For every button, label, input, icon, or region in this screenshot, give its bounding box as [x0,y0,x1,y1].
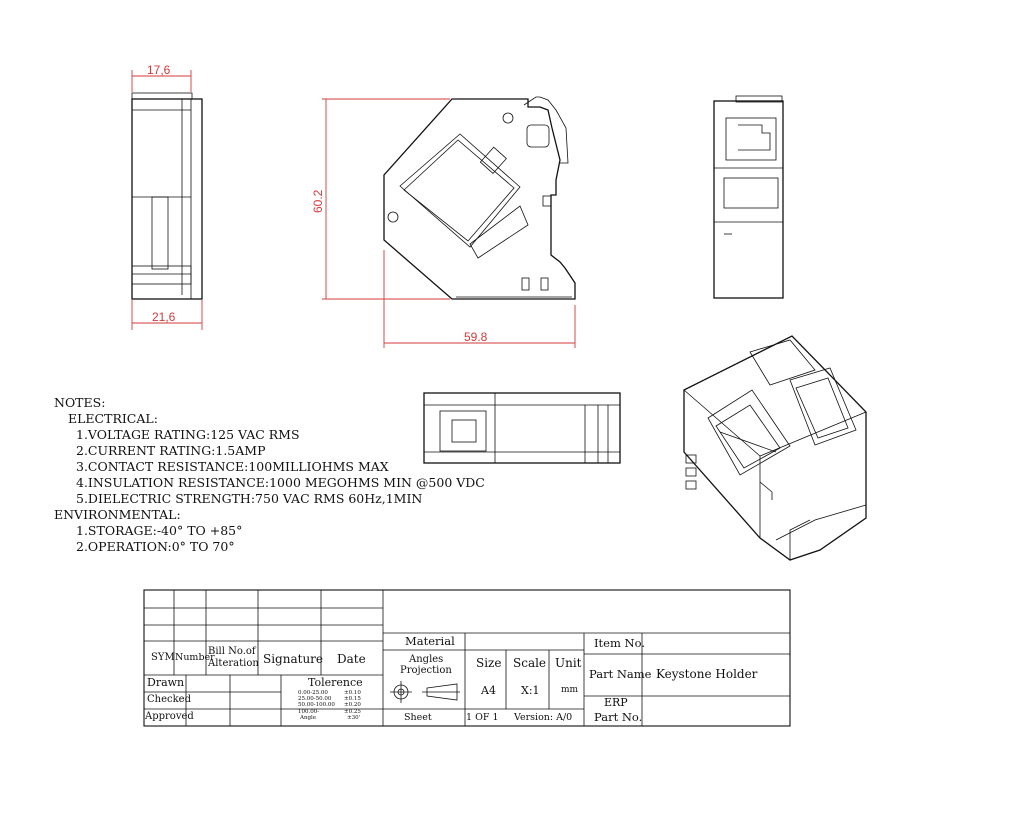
electrical-heading: ELECTRICAL: [68,411,158,426]
tb-tol-range: 100.00- [298,709,320,715]
tb-drawn: Drawn [147,676,185,689]
tb-number: Number [175,652,215,663]
tb-size-value: A4 [481,684,496,697]
environmental-heading: ENVIRONMENTAL: [54,507,181,522]
electrical-note: 3.CONTACT RESISTANCE:100MILLIOHMS MAX [76,459,389,474]
tb-tol-value: ±0.25 [344,709,361,715]
tb-scale-value: X:1 [521,684,540,697]
tb-tol-range: Angle [300,715,317,721]
tb-unit-label: Unit [555,656,582,670]
tb-projection: Projection [400,665,452,676]
tb-sym: SYM [151,652,175,663]
tb-approved: Approved [145,711,194,722]
tb-alteration: Alteration [208,658,259,669]
tb-tolerence: Tolerence [308,676,363,689]
tb-tol-value: ±0.20 [344,702,361,708]
tb-part-no: Part No. [594,710,643,724]
electrical-note: 2.CURRENT RATING:1.5AMP [76,443,266,458]
tb-part-name-value: Keystone Holder [656,667,758,681]
tb-sheet-label: Sheet [404,712,432,723]
tb-signature: Signature [263,652,324,666]
dim-front-width: 59.8 [464,330,488,344]
tb-sheet-value: 1 OF 1 [466,712,499,723]
tb-material: Material [405,634,455,648]
tb-scale-label: Scale [513,656,547,670]
tb-tol-value: ±0.15 [344,696,361,702]
electrical-note: 5.DIELECTRIC STRENGTH:750 VAC RMS 60Hz,1MIN [76,491,423,506]
tb-size-label: Size [476,656,502,670]
electrical-note: 4.INSULATION RESISTANCE:1000 MEGOHMS MIN @500 VDC [76,475,485,490]
projection-symbol [390,681,460,703]
dim-side-bottom: 21,6 [152,310,176,324]
electrical-note: 1.VOLTAGE RATING:125 VAC RMS [76,427,300,442]
tb-date: Date [337,652,366,666]
tb-tol-value: ±0.10 [344,690,361,696]
isometric-view [684,336,866,560]
tb-part-name-label: Part Name [589,667,652,681]
tb-erp: ERP [604,696,628,709]
environmental-note: 1.STORAGE:-40° TO +85° [76,523,243,538]
side-view-right [714,96,783,298]
dim-front-height: 60.2 [311,189,325,213]
environmental-note: 2.OPERATION:0° TO 70° [76,539,235,554]
tb-checked: Checked [147,694,191,705]
notes-block [54,395,485,555]
side-view-left [132,70,202,330]
tb-tol-range: 0.00-25.00 [298,690,328,696]
tb-angles: Angles [409,654,444,665]
tb-item-no: Item No. [594,636,645,650]
tb-bill-no: Bill No.of [208,646,256,657]
dim-side-top: 17,6 [147,63,171,77]
front-view [322,97,575,348]
tb-version: Version: A/0 [514,712,573,723]
tb-tol-range: 50.00-100.00 [298,702,335,708]
tb-unit-value: mm [561,685,579,695]
notes-heading: NOTES: [54,395,106,410]
tb-tol-value: ±30' [347,715,361,721]
tb-tol-range: 25.00-50.00 [298,696,332,702]
